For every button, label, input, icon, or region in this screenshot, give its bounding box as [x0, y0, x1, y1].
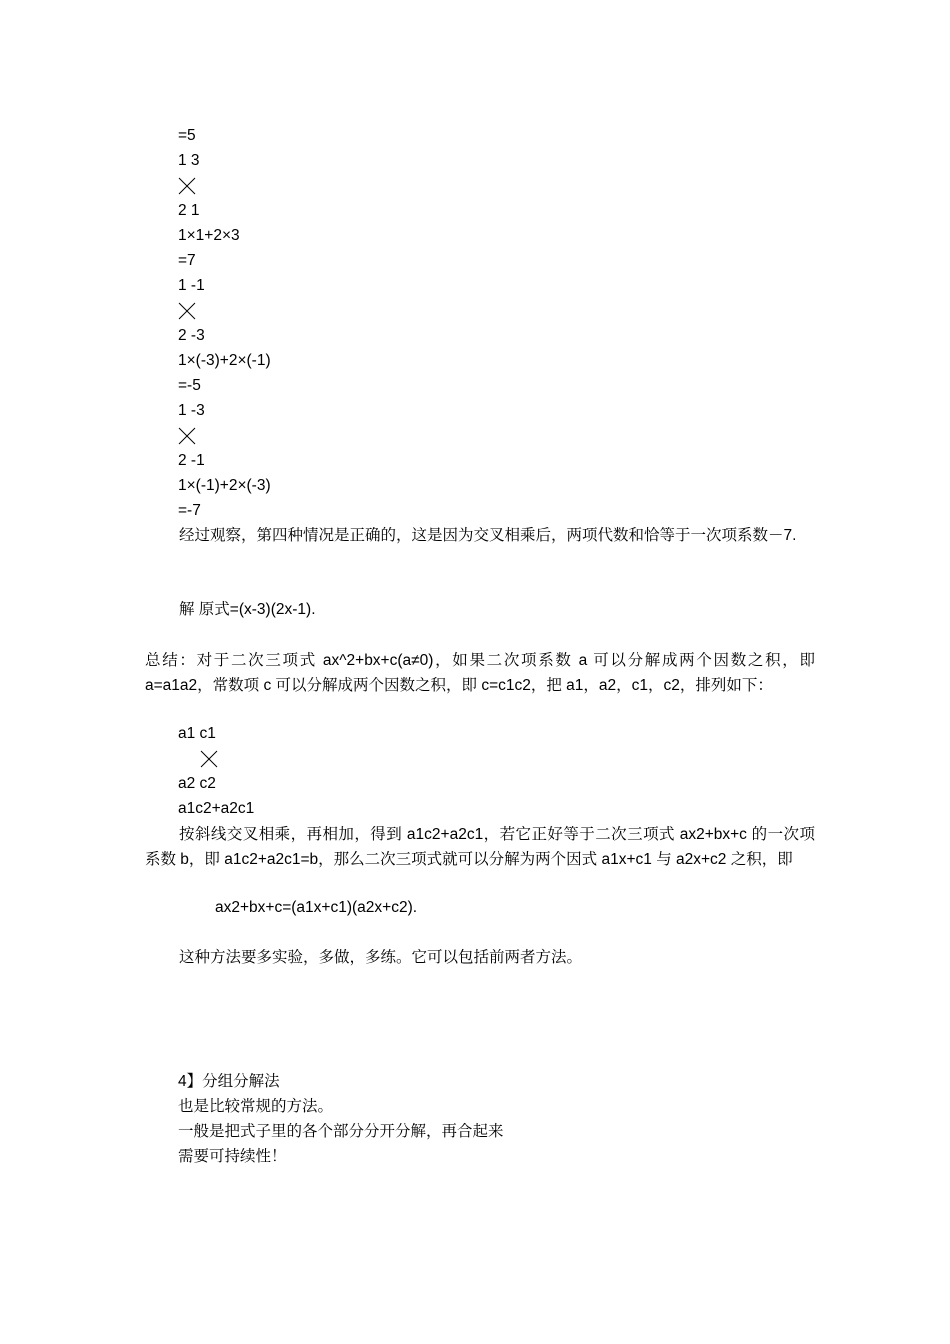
calc-line: 1 3	[178, 152, 200, 169]
calc-line: 1×1+2×3	[178, 227, 240, 244]
explanation-paragraph: 按斜线交叉相乘，再相加，得到 a1c2+a2c1，若它正好等于二次三项式 ax2+bx+c 的一次项系数 b，即 a1c2+a2c1=b，那么二次三项式就可以分解为两个因式 a1x+c1 与 a2x+c2 之积，即	[145, 826, 815, 868]
cross-multiply-icon	[178, 302, 196, 320]
calc-line: =-5	[178, 377, 201, 394]
calc-line: =-7	[178, 502, 201, 519]
calc-line: 1×(-3)+2×(-1)	[178, 352, 271, 369]
formula-line: ax2+bx+c=(a1x+c1)(a2x+c2).	[215, 899, 418, 916]
calc-line: =7	[178, 252, 196, 269]
observation-paragraph: 经过观察，第四种情况是正确的，这是因为交叉相乘后，两项代数和恰等于一次项系数－7.	[179, 527, 797, 544]
solution-line: 解 原式=(x-3)(2x-1).	[179, 601, 316, 618]
calc-line: 1 -1	[178, 277, 205, 294]
scheme-row: a1c2+a2c1	[178, 800, 255, 817]
calc-line: 2 1	[178, 202, 200, 219]
calc-line: 1×(-1)+2×(-3)	[178, 477, 271, 494]
scheme-row: a2 c2	[178, 775, 216, 792]
calc-line: =5	[178, 127, 196, 144]
section-title: 4】分组分解法	[178, 1073, 280, 1090]
scheme-row: a1 c1	[178, 725, 216, 742]
section-text: 一般是把式子里的各个部分分开分解，再合起来	[178, 1123, 504, 1140]
calc-line: 2 -3	[178, 327, 205, 344]
cross-multiply-icon	[178, 177, 196, 195]
cross-multiply-icon	[178, 427, 196, 445]
advice-line: 这种方法要多实验，多做，多练。它可以包括前两者方法。	[179, 949, 583, 966]
cross-multiply-icon	[200, 750, 218, 768]
calc-line: 2 -1	[178, 452, 205, 469]
summary-paragraph: 总结：对于二次三项式 ax^2+bx+c(a≠0)，如果二次项系数 a 可以分解成两个因数之积，即 a=a1a2，常数项 c 可以分解成两个因数之积，即 c=c1c2，把 a1，a2，c1，c2，排列如下：	[145, 652, 815, 694]
section-text: 也是比较常规的方法。	[178, 1098, 334, 1115]
calc-line: 1 -3	[178, 402, 205, 419]
section-text: 需要可持续性！	[178, 1148, 287, 1165]
